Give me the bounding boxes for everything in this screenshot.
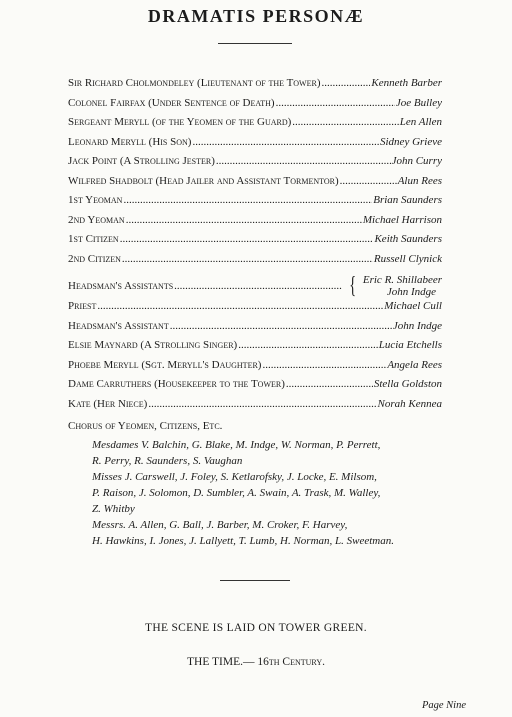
- cast-row: [68, 300, 442, 320]
- cast-row: [68, 77, 442, 97]
- actor-name: Russell Clynick: [373, 252, 442, 265]
- brace-glyph: {: [349, 273, 357, 299]
- time-prefix: THE TIME.—: [187, 656, 255, 668]
- actor-name: Norah Kennea: [377, 397, 442, 410]
- chorus-group: [68, 437, 442, 469]
- cast-row: [68, 214, 442, 234]
- leader-dots: [148, 398, 376, 410]
- actor-name: Michael Cull: [384, 300, 442, 312]
- cast-row: [68, 136, 442, 156]
- role-name: Jack Point (A Strolling Jester): [68, 155, 215, 167]
- leader-dots: [340, 175, 397, 187]
- actor-name: John Indge: [386, 286, 437, 298]
- role-name: Colonel Fairfax (Under Sentence of Death): [68, 96, 275, 109]
- chorus-heading: Chorus of Yeomen, Citizens, Etc.: [68, 420, 223, 432]
- leader-dots: [216, 155, 391, 167]
- cast-row: [68, 233, 442, 253]
- cast-list: [68, 77, 442, 549]
- chorus-line: H. Hawkins, I. Jones, J. Lallyett, T. Lumb, H. Norman, L. Sweetman.: [92, 535, 394, 547]
- role-name: Headsman's Assistants: [68, 280, 174, 292]
- actor-name: Brian Saunders: [373, 194, 442, 206]
- chorus-group: [68, 517, 442, 549]
- role-name: Sir Richard Cholmondeley (Lieutenant of the Tower): [68, 77, 321, 89]
- chorus-line: Messrs. A. Allen, G. Ball, J. Barber, M. Croker, F. Harvey,: [92, 519, 348, 531]
- actor-name: Sidney Grieve: [380, 135, 442, 148]
- leader-dots: [262, 359, 386, 371]
- chorus-group: [68, 469, 442, 517]
- role-name: Kate (Her Niece): [68, 397, 148, 410]
- cast-row: [68, 175, 442, 195]
- actor-name: Joe Bulley: [395, 96, 442, 109]
- chorus-line: Mesdames V. Balchin, G. Blake, M. Indge, W. Norman, P. Perrett,: [92, 439, 381, 451]
- leader-dots: [174, 280, 342, 292]
- cast-row-headsmans-assistants: [68, 272, 442, 300]
- cast-row: [68, 378, 442, 398]
- actor-name: Michael Harrison: [362, 213, 442, 226]
- cast-row: [68, 398, 442, 418]
- divider-top: [218, 43, 292, 44]
- leader-dots: [238, 339, 378, 351]
- role-name: Phoebe Meryll (Sgt. Meryll's Daughter): [68, 358, 262, 371]
- actor-name: Keith Saunders: [374, 233, 442, 245]
- actor-name: John Indge: [392, 319, 442, 332]
- role-name: 1st Yeoman: [68, 194, 123, 206]
- cast-row: [68, 339, 442, 359]
- chorus-line: Z. Whitby: [92, 503, 135, 515]
- actor-name: Angela Rees: [387, 358, 442, 371]
- leader-dots: [286, 378, 373, 390]
- role-name: Wilfred Shadbolt (Head Jailer and Assistant Tormentor): [68, 174, 339, 187]
- leader-dots: [126, 214, 362, 226]
- role-name: Headsman's Assistant: [68, 319, 169, 332]
- role-name: Priest: [68, 300, 97, 312]
- role-name: 1st Citizen: [68, 233, 119, 245]
- divider-bottom: [220, 580, 290, 581]
- leader-dots: [292, 116, 398, 128]
- role-name: Sergeant Meryll (of the Yeomen of the Guard): [68, 116, 292, 128]
- chorus-line: P. Raison, J. Solomon, D. Sumbler, A. Swain, A. Trask, M. Walley,: [92, 487, 381, 499]
- scene-note: THE SCENE IS LAID ON TOWER GREEN.: [145, 622, 367, 634]
- leader-dots: [276, 97, 395, 109]
- cast-row: [68, 359, 442, 379]
- leader-dots: [170, 320, 392, 332]
- actor-name: Eric R. Shillabeer: [362, 274, 442, 286]
- page-title: DRAMATIS PERSONÆ: [147, 6, 365, 26]
- actor-name: Alun Rees: [397, 174, 442, 187]
- leader-dots: [192, 136, 379, 148]
- leader-dots: [322, 77, 371, 89]
- leader-dots: [120, 233, 374, 245]
- actor-name: Lucia Etchells: [378, 339, 442, 351]
- actor-name: Kenneth Barber: [371, 77, 442, 89]
- cast-row: [68, 116, 442, 136]
- time-century: 16th Century.: [257, 656, 325, 668]
- role-name: Leonard Meryll (His Son): [68, 135, 192, 148]
- leader-dots: [123, 194, 372, 206]
- cast-row: [68, 194, 442, 214]
- cast-row: [68, 155, 442, 175]
- cast-row: [68, 97, 442, 117]
- actor-group: [363, 274, 442, 298]
- role-name: Dame Carruthers (Housekeeper to the Tower): [68, 378, 285, 390]
- page-number: Page Nine: [421, 700, 466, 711]
- chorus-line: Misses J. Carswell, J. Foley, S. Ketlarofsky, J. Locke, E. Milsom,: [92, 471, 377, 483]
- role-name: 2nd Yeoman: [68, 213, 125, 226]
- leader-dots: [97, 300, 383, 312]
- role-name: 2nd Citizen: [68, 252, 121, 265]
- actor-name: Len Allen: [399, 116, 442, 128]
- role-name: Elsie Maynard (A Strolling Singer): [68, 339, 238, 351]
- actor-name: Stella Goldston: [373, 378, 442, 390]
- cast-row: [68, 320, 442, 340]
- actor-name: John Curry: [391, 155, 442, 167]
- cast-row: [68, 253, 442, 273]
- time-note: [0, 656, 512, 668]
- leader-dots: [122, 253, 373, 265]
- chorus-line: R. Perry, R. Saunders, S. Vaughan: [92, 455, 243, 467]
